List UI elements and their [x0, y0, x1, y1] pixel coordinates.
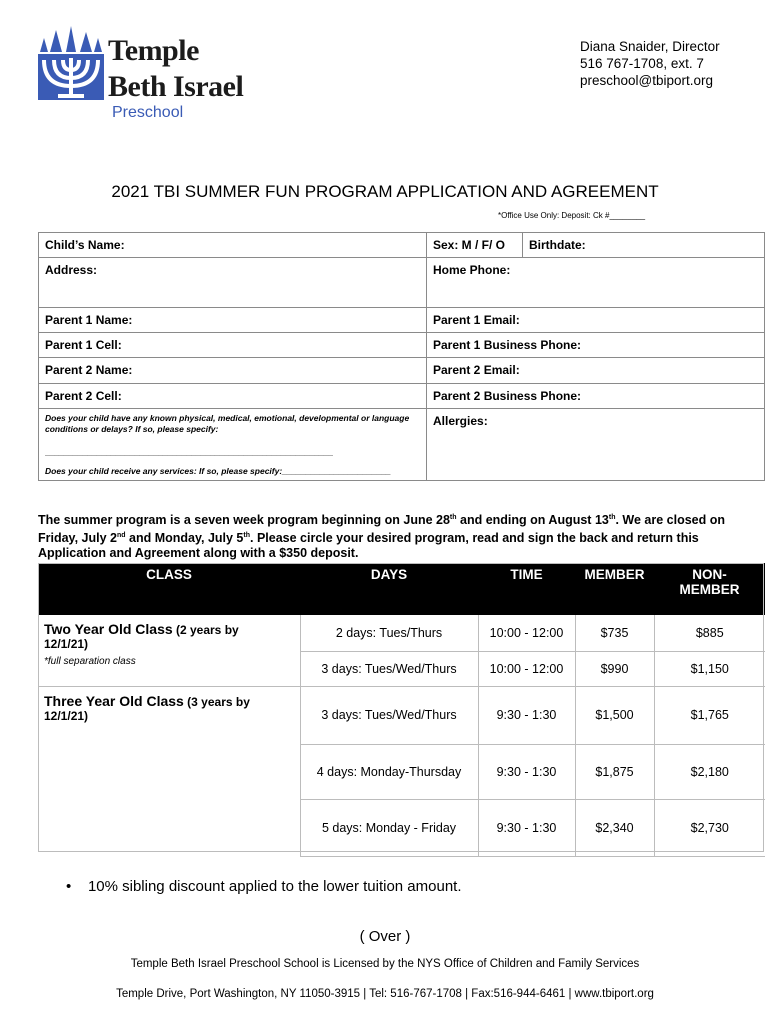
- conditions-blank-line: _____________________________________________________________: [45, 447, 334, 457]
- page-title: 2021 TBI SUMMER FUN PROGRAM APPLICATION AND AGREEMENT: [111, 182, 659, 201]
- home-phone-field[interactable]: Home Phone:: [427, 258, 765, 308]
- row4-nonmember: $2,180: [654, 744, 765, 799]
- contact-name: Diana Snaider, Director: [580, 39, 720, 54]
- row5-nonmember: $2,730: [654, 799, 765, 856]
- para-sup-4: th: [243, 532, 250, 540]
- row2-days: 3 days: Tues/Wed/Thurs: [300, 651, 478, 686]
- menorah-logo-icon: [36, 24, 108, 102]
- contact-email: preschool@tbiport.org: [580, 73, 714, 88]
- row1-days: 2 days: Tues/Thurs: [300, 615, 478, 651]
- row3-time: 9:30 - 1:30: [478, 686, 575, 744]
- address-field[interactable]: Address:: [39, 258, 427, 308]
- para-sup-3: nd: [116, 532, 126, 540]
- table-row[interactable]: [38, 686, 765, 744]
- para-part-1: The summer program is a seven week program beginning on June 28: [38, 513, 450, 528]
- logo-line-3: Preschool: [112, 104, 184, 121]
- logo: [36, 24, 276, 124]
- header-nonmember-l1: NON-: [692, 567, 727, 582]
- header-member: MEMBER: [575, 563, 654, 615]
- sibling-discount-text: 10% sibling discount applied to the lower tuition amount.: [87, 878, 462, 895]
- row4-time: 9:30 - 1:30: [478, 744, 575, 799]
- row1-nonmember: $885: [654, 615, 765, 651]
- license-note: Temple Beth Israel Preschool School is Licensed by the NYS Office of Children and Family Services: [130, 958, 640, 970]
- parent1-business-phone-field[interactable]: Parent 1 Business Phone:: [427, 333, 765, 358]
- header-nonmember: [654, 563, 765, 615]
- row5-days: 5 days: Monday - Friday: [300, 799, 478, 856]
- price-table: [38, 563, 765, 857]
- sibling-discount: [66, 878, 462, 895]
- parent1-name-field[interactable]: Parent 1 Name:: [39, 308, 427, 333]
- row4-member: $1,875: [575, 744, 654, 799]
- row3-nonmember: $1,765: [654, 686, 765, 744]
- contact-phone: 516 767-1708, ext. 7: [580, 56, 704, 71]
- para-part-2: and ending on August 13: [456, 513, 609, 528]
- over-note: ( Over ): [359, 928, 411, 945]
- footer-address: Temple Drive, Port Washington, NY 11050-3915 | Tel: 516-767-1708 | Fax:516-944-6461 | www.tbiport.org: [116, 988, 654, 1000]
- three-year-class-cell: [38, 686, 300, 856]
- allergies-field[interactable]: Allergies:: [427, 409, 765, 481]
- logo-line-1: Temple: [108, 34, 199, 67]
- bullet-icon: •: [66, 878, 72, 895]
- row3-member: $1,500: [575, 686, 654, 744]
- row2-member: $990: [575, 651, 654, 686]
- application-form: [38, 232, 765, 481]
- three-year-class-age-date: 12/1/21): [44, 708, 89, 723]
- two-year-class-cell: [38, 615, 300, 686]
- conditions-question: Does your child have any known physical, medical, emotional, developmental or language conditions or delays? If so, please specify:: [45, 413, 410, 434]
- two-year-class-age-date: 12/1/21): [44, 637, 89, 651]
- row3-days: 3 days: Tues/Wed/Thurs: [300, 686, 478, 744]
- three-year-class-age: (3 years by: [183, 694, 250, 709]
- row4-days: 4 days: Monday-Thursday: [300, 744, 478, 799]
- parent2-name-field[interactable]: Parent 2 Name:: [39, 358, 427, 384]
- logo-line-2: Beth Israel: [108, 70, 244, 103]
- para-sup-2: th: [608, 514, 616, 521]
- two-year-class-note: *full separation class: [44, 656, 136, 667]
- table-row[interactable]: [38, 615, 765, 651]
- header-time: TIME: [478, 563, 575, 615]
- row5-member: $2,340: [575, 799, 654, 856]
- birthdate-field[interactable]: Birthdate:: [523, 233, 765, 258]
- three-year-class-title: Three Year Old Class: [44, 692, 184, 709]
- para-sup-1: th: [449, 514, 457, 521]
- para-part-5: . Please circle your desired program, read and sign the back and return this Application and Agreement along with a $350 deposit.: [38, 531, 699, 561]
- parent1-email-field[interactable]: Parent 1 Email:: [427, 308, 765, 333]
- conditions-field[interactable]: [39, 409, 427, 481]
- header-nonmember-l2: MEMBER: [679, 582, 740, 597]
- parent2-email-field[interactable]: Parent 2 Email:: [427, 358, 765, 384]
- two-year-class-age: (2 years by: [172, 623, 239, 637]
- contact-block: [580, 38, 725, 89]
- row1-time: 10:00 - 12:00: [478, 615, 575, 651]
- header-days: DAYS: [300, 563, 478, 615]
- services-question: Does your child receive any services: If so, please specify:_______________________: [45, 466, 391, 476]
- row5-time: 9:30 - 1:30: [478, 799, 575, 856]
- para-part-4: and Monday, July 5: [125, 531, 244, 546]
- row2-time: 10:00 - 12:00: [478, 651, 575, 686]
- parent1-cell-field[interactable]: Parent 1 Cell:: [39, 333, 427, 358]
- row1-member: $735: [575, 615, 654, 651]
- parent2-cell-field[interactable]: Parent 2 Cell:: [39, 384, 427, 409]
- child-name-field[interactable]: Child’s Name:: [39, 233, 427, 258]
- sex-field[interactable]: Sex: M / F/ O: [427, 233, 523, 258]
- parent2-business-phone-field[interactable]: Parent 2 Business Phone:: [427, 384, 765, 409]
- program-description: [38, 510, 728, 561]
- row2-nonmember: $1,150: [654, 651, 765, 686]
- header-class: CLASS: [38, 563, 300, 615]
- office-use-note: *Office Use Only: Deposit: Ck #________: [498, 211, 646, 220]
- two-year-class-title: Two Year Old Class: [44, 621, 173, 637]
- para-part-3: . We are closed on Friday, July 2: [38, 513, 725, 546]
